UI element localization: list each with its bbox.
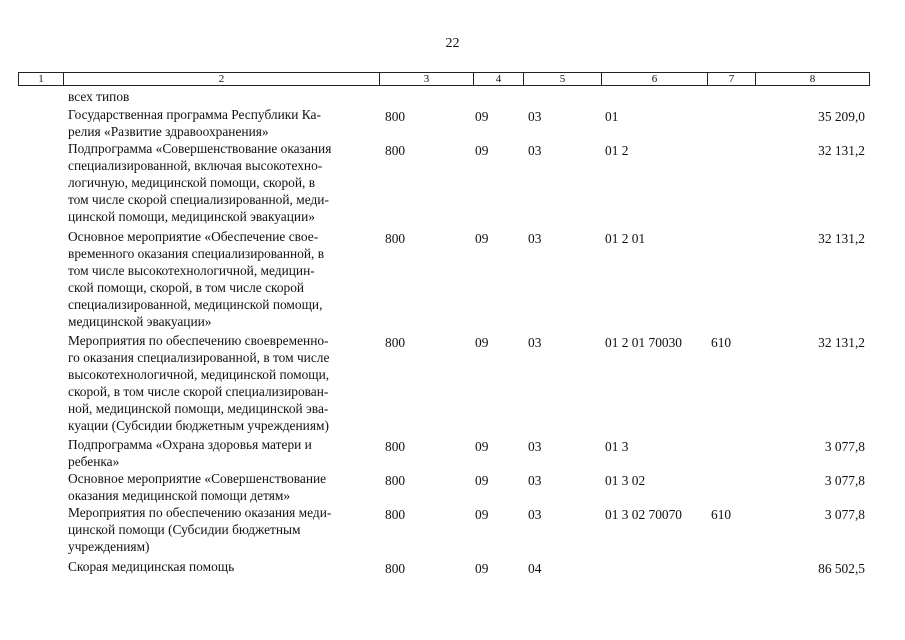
row-name-line: Мероприятия по обеспечению своевременно- xyxy=(68,333,329,348)
cell-3: 800 xyxy=(385,335,406,350)
cell-3: 800 xyxy=(385,143,406,158)
cell-8: 3 077,8 xyxy=(824,507,865,522)
row-name-line: медицинской эвакуации» xyxy=(68,314,212,329)
cell-5: 04 xyxy=(528,561,542,576)
column-header-6: 6 xyxy=(601,73,707,85)
row-name-line: Скорая медицинская помощь xyxy=(68,559,235,574)
row-name-line: всех типов xyxy=(68,89,130,104)
cell-6: 01 2 01 70030 xyxy=(605,335,682,350)
cell-8: 3 077,8 xyxy=(824,473,865,488)
cell-8: 32 131,2 xyxy=(818,143,865,158)
row-name-line: го оказания специализированной, в том числе xyxy=(68,350,330,365)
cell-5: 03 xyxy=(528,439,542,454)
row-name xyxy=(68,470,373,504)
column-header-5: 5 xyxy=(523,73,601,85)
cell-8: 32 131,2 xyxy=(818,231,865,246)
cell-5: 03 xyxy=(528,143,542,158)
row-name-line: оказания медицинской помощи детям» xyxy=(68,488,291,503)
cell-6: 01 3 02 xyxy=(605,473,646,488)
cell-3: 800 xyxy=(385,473,406,488)
column-header-2: 2 xyxy=(63,73,379,85)
row-name-line: куации (Субсидии бюджетным учреждениям) xyxy=(68,418,329,433)
row-name xyxy=(68,436,373,470)
row-name-line: Основное мероприятие «Совершенствование xyxy=(68,471,327,486)
cell-3: 800 xyxy=(385,439,406,454)
cell-4: 09 xyxy=(475,231,489,246)
cell-3: 800 xyxy=(385,231,406,246)
row-name xyxy=(68,106,373,140)
cell-6: 01 2 01 xyxy=(605,231,646,246)
cell-4: 09 xyxy=(475,143,489,158)
row-name-line: ской помощи, скорой, в том числе скорой xyxy=(68,280,305,295)
cell-4: 09 xyxy=(475,335,489,350)
cell-4: 09 xyxy=(475,439,489,454)
column-header-7: 7 xyxy=(707,73,755,85)
cell-8: 3 077,8 xyxy=(824,439,865,454)
cell-8: 86 502,5 xyxy=(818,561,865,576)
row-name-line: специализированной, включая высокотехно- xyxy=(68,158,323,173)
row-name xyxy=(68,558,373,575)
cell-6: 01 3 02 70070 xyxy=(605,507,682,522)
column-header-1: 1 xyxy=(38,73,44,85)
cell-4: 09 xyxy=(475,507,489,522)
row-name xyxy=(68,88,373,105)
row-name-line: цинской помощи, медицинской эвакуации» xyxy=(68,209,315,224)
cell-7: 610 xyxy=(711,507,732,522)
cell-6: 01 2 xyxy=(605,143,629,158)
column-header-8: 8 xyxy=(755,73,869,85)
cell-3: 800 xyxy=(385,561,406,576)
row-name-line: том числе скорой специализированной, меди- xyxy=(68,192,329,207)
row-name-line: Подпрограмма «Охрана здоровья матери и xyxy=(68,437,312,452)
row-name-line: специализированной, медицинской помощи, xyxy=(68,297,323,312)
row-name-line: Основное мероприятие «Обеспечение свое- xyxy=(68,229,319,244)
row-name-line: ной, медицинской помощи, медицинской эва- xyxy=(68,401,329,416)
row-name-line: высокотехнологичной, медицинской помощи, xyxy=(68,367,330,382)
cell-3: 800 xyxy=(385,507,406,522)
row-name xyxy=(68,228,373,330)
cell-8: 32 131,2 xyxy=(818,335,865,350)
cell-4: 09 xyxy=(475,561,489,576)
cell-4: 09 xyxy=(475,109,489,124)
row-name-line: том числе высокотехнологичной, медицин- xyxy=(68,263,315,278)
cell-7: 610 xyxy=(711,335,732,350)
row-name-line: логичную, медицинской помощи, скорой, в xyxy=(68,175,316,190)
row-name xyxy=(68,140,373,225)
row-name-line: временного оказания специализированной, в xyxy=(68,246,325,261)
cell-8: 35 209,0 xyxy=(818,109,865,124)
cell-5: 03 xyxy=(528,109,542,124)
row-name xyxy=(68,504,373,555)
column-header-3: 3 xyxy=(379,73,473,85)
cell-5: 03 xyxy=(528,507,542,522)
cell-6: 01 3 xyxy=(605,439,629,454)
cell-5: 03 xyxy=(528,335,542,350)
row-name-line: Подпрограмма «Совершенствование оказания xyxy=(68,141,332,156)
row-name-line: Государственная программа Республики Ка- xyxy=(68,107,321,122)
cell-4: 09 xyxy=(475,473,489,488)
column-header-4: 4 xyxy=(473,73,523,85)
cell-5: 03 xyxy=(528,231,542,246)
page-number: 22 xyxy=(445,36,460,51)
row-name xyxy=(68,332,373,434)
row-name-line: релия «Развитие здравоохранения» xyxy=(68,124,269,139)
row-name-line: учреждениям) xyxy=(68,539,150,554)
cell-6: 01 xyxy=(605,109,619,124)
row-name-line: скорой, в том числе скорой специализирован- xyxy=(68,384,329,399)
column-number-header xyxy=(18,72,870,86)
row-name-line: ребенка» xyxy=(68,454,120,469)
cell-5: 03 xyxy=(528,473,542,488)
row-name-line: Мероприятия по обеспечению оказания меди- xyxy=(68,505,332,520)
row-name-line: цинской помощи (Субсидии бюджетным xyxy=(68,522,301,537)
cell-3: 800 xyxy=(385,109,406,124)
